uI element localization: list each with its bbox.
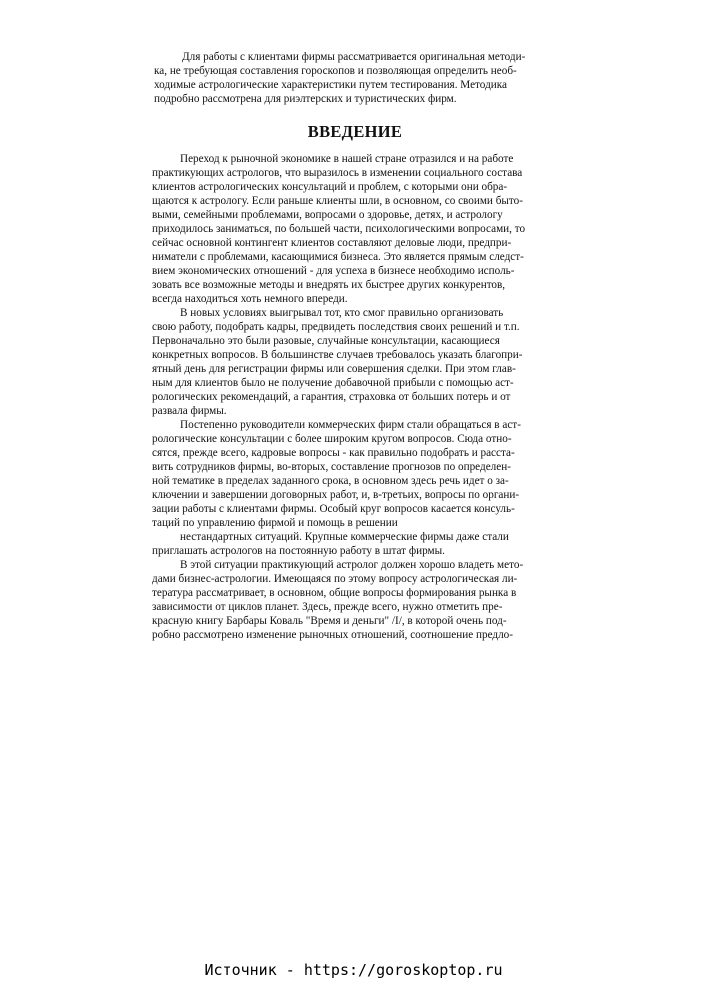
text-line: приглашать астрологов на постоянную работу в штат фирмы. <box>152 545 445 557</box>
text-line: ключении и завершении договорных работ, и, в-третьих, вопросы по органи- <box>152 489 520 501</box>
text-line: рологических рекомендаций, а гарантия, страховка от больших потерь и от <box>152 391 511 403</box>
text-line: ной тематике в пределах заданного срока, в основном здесь речь идет о за- <box>152 475 509 487</box>
text-line: ниматели с проблемами, касающимися бизнеса. Это является прямым следст- <box>152 251 524 263</box>
intro-paragraph <box>150 50 560 106</box>
text-line: красную книгу Барбары Коваль "Время и деньги" /I/, в которой очень под- <box>152 615 507 627</box>
text-line: дами бизнес-астрологии. Имеющаяся по этому вопросу астрологическая ли- <box>152 573 518 585</box>
text-line: конкретных вопросов. В большинстве случаев требовалось указать благопри- <box>152 349 523 361</box>
text-line: сятся, прежде всего, кадровые вопросы - как правильно подобрать и расста- <box>152 447 515 459</box>
text-line: В этой ситуации практикующий астролог должен хорошо владеть мето- <box>180 559 524 571</box>
text-line: Первоначально это были разовые, случайные консультации, касающиеся <box>152 335 500 347</box>
text-line: подробно рассмотрена для риэлтерских и туристических фирм. <box>154 93 457 105</box>
text-line: В новых условиях выигрывал тот, кто смог правильно организовать <box>180 307 504 319</box>
section-heading: ВВЕДЕНИЕ <box>307 122 403 141</box>
text-line: зовать все возможные методы и внедрять их быстрее других конкурентов, <box>152 279 506 291</box>
text-line: выми, семейными проблемами, вопросами о здоровье, детях, и астрологу <box>152 209 503 221</box>
body-text <box>150 152 560 642</box>
text-line: Постепенно руководители коммерческих фирм стали обращаться в аст- <box>180 419 521 431</box>
text-line: практикующих астрологов, что выразилось в изменении социального состава <box>152 167 523 179</box>
text-line: сейчас основной контингент клиентов составляют деловые люди, предпри- <box>152 237 512 249</box>
text-line: таций по управлению фирмой и помощь в решении <box>152 517 398 529</box>
text-line: зации работы с клиентами фирмы. Особый круг вопросов касается консуль- <box>152 503 515 515</box>
text-line: свою работу, подобрать кадры, предвидеть последствия своих решений и т.п. <box>152 321 520 333</box>
text-line: нестандартных ситуаций. Крупные коммерческие фирмы даже стали <box>180 531 509 543</box>
source-footer: Источник - https://goroskoptop.ru <box>204 961 503 979</box>
text-line: робно рассмотрено изменение рыночных отношений, соотношение предло- <box>152 629 513 641</box>
text-line: развала фирмы. <box>152 405 227 417</box>
text-line: вить сотрудников фирмы, во-вторых, составление прогнозов по определен- <box>152 461 511 473</box>
text-line: всегда находиться хоть немного впереди. <box>152 293 348 305</box>
text-line: клиентов астрологических консультаций и проблем, с которыми они обра- <box>152 181 508 193</box>
text-line: зависимости от циклов планет. Здесь, прежде всего, нужно отметить пре- <box>152 601 503 613</box>
text-line: рологические консультации с более широким кругом вопросов. Сюда отно- <box>152 433 512 445</box>
text-line: вием экономических отношений - для успеха в бизнесе необходимо исполь- <box>152 265 515 277</box>
text-line: тература рассматривает, в основном, общие вопросы формирования рынка в <box>152 587 517 599</box>
text-line: ка, не требующая составления гороскопов и позволяющая определить необ- <box>154 65 517 77</box>
text-line: Переход к рыночной экономике в нашей стране отразился и на работе <box>180 153 514 165</box>
text-line: Для работы с клиентами фирмы рассматривается оригинальная методи- <box>182 51 526 63</box>
text-line: ным для клиентов было не получение добавочной прибыли с помощью аст- <box>152 377 514 389</box>
text-line: ятный день для регистрации фирмы или совершения сделки. При этом глав- <box>152 363 516 375</box>
text-line: щаются к астрологу. Если раньше клиенты шли, в основном, со своими быто- <box>152 195 523 207</box>
text-line: приходилось заниматься, по большей части, психологическими вопросами, то <box>152 223 526 235</box>
text-line: ходимые астрологические характеристики путем тестирования. Методика <box>154 79 507 91</box>
